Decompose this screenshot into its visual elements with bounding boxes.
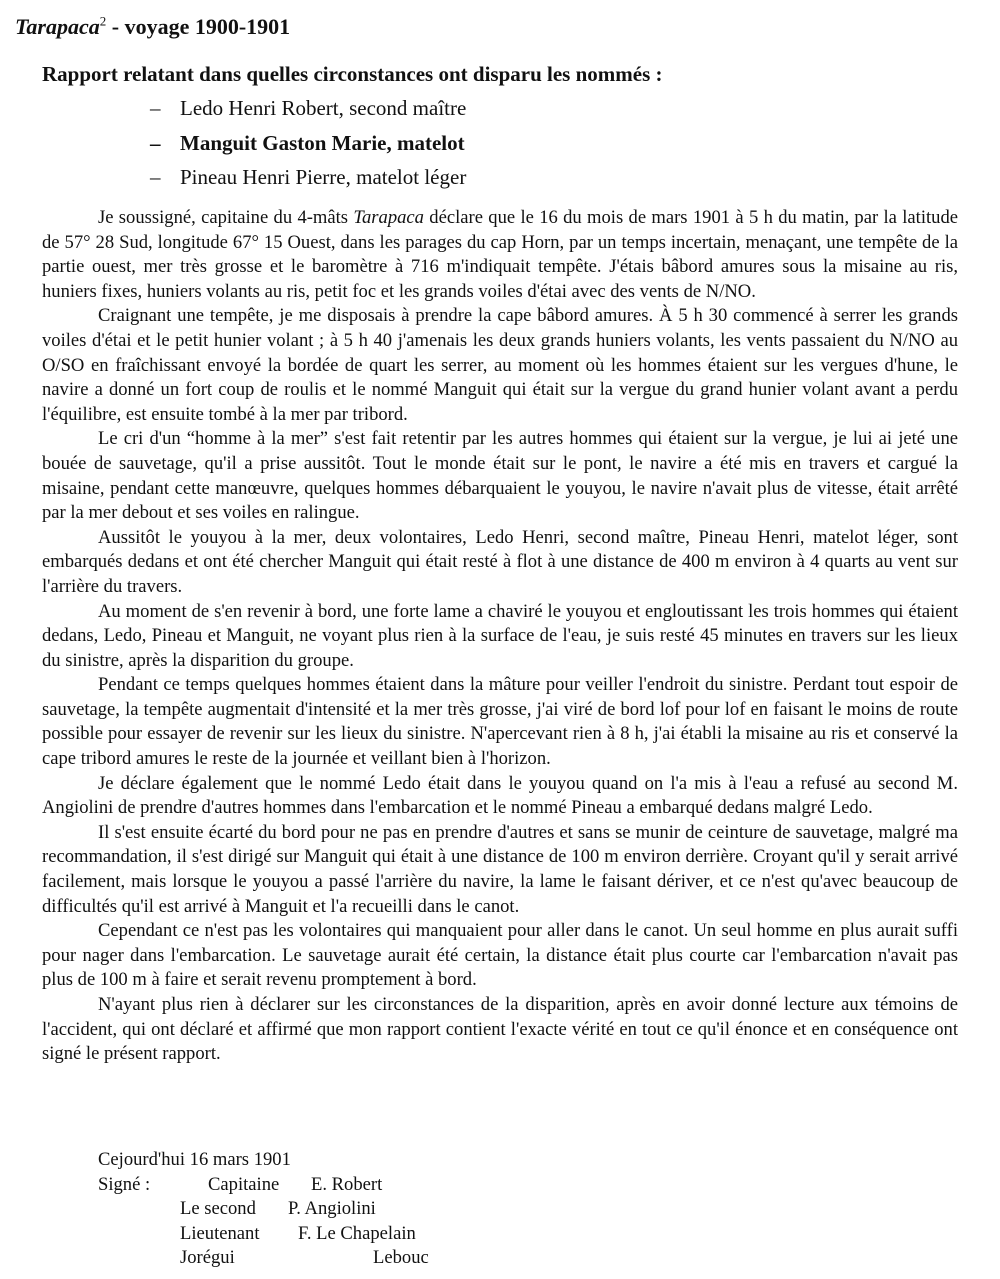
report-date: Cejourd'hui 16 mars 1901 [98,1149,291,1170]
signatory-role: Lieutenant [180,1222,260,1244]
title-voyage: - voyage 1900-1901 [106,14,291,39]
list-item [150,128,466,163]
paragraph-text: Je soussigné, capitaine du 4-mâts [98,207,354,228]
paragraph [42,206,958,304]
paragraph: Pendant ce temps quelques hommes étaient dans la mâture pour veiller l'endroit du sinistre. Perdant tout espoir de sauvetage, la tempête augmentait d'intensité et la mer très grosse, j'ai viré de bord lof pour lof en faisant le moins de route possible pour essayer de revenir sur les lieux du sinistre. N'apercevant rien à 8 h, j'ai établi la misaine au ris et conservé la cape tribord amures le reste de la journée et veillant bien à l'horizon. [42,674,958,770]
paragraph-text: déclare que le 16 du mois de mars 1901 à 5 h du matin, par la latitude de 57° 28 Sud, longitude 67° 15 Ouest, dans les parages du cap Horn, par un temps incertain, menaçant, une tempête de la partie ouest, mer très grosse et le baromètre à 716 m'indiquait tempête. J'étais bâbord amures sous la misaine au ris, huniers fixes, huniers volants au ris, petit foc et les grands voiles d'étai avec des vents de N/NO. [42,207,958,302]
signatory-name: E. Robert [311,1173,383,1195]
signatory-role: Le second [180,1198,256,1220]
signed-label: Signé : [98,1173,151,1195]
ship-name-inline: Tarapaca [353,207,424,228]
list-item [150,162,466,197]
paragraph: Cependant ce n'est pas les volontaires qui manquaient pour aller dans le canot. Un seul homme en plus aurait suffi pour nager dans l'embarcation. Le sauvetage aurait été certain, la distance était plus courte car l'embarcation n'avait pas plus de 100 m à faire et serait revenu promptement à bord. [42,920,958,991]
paragraph: Au moment de s'en revenir à bord, une forte lame a chaviré le youyou et engloutissant les trois hommes qui étaient dedans, Ledo, Pineau et Manguit, ne voyant plus rien à la surface de l'eau, je suis resté 45 minutes en travers sur les lieux du sinistre, après la disparition du groupe. [42,600,958,671]
paragraph: N'ayant plus rien à déclarer sur les circonstances de la disparition, après en avoir donné lecture aux témoins de l'accident, qui ont déclaré et affirmé que mon rapport contient l'exacte vérité en tout ce qu'il énonce et en conséquence ont signé le présent rapport. [42,994,958,1065]
missing-person: Ledo Henri Robert, second maître [180,96,467,120]
missing-person: Pineau Henri Pierre, matelot léger [180,165,467,189]
signatory-name: Lebouc [373,1247,429,1269]
signatory-role: Capitaine [208,1173,280,1195]
list-dash: – [150,96,161,120]
paragraph: Le cri d'un “homme à la mer” s'est fait retentir par les autres hommes qui étaient sur la vergue, je lui ai jeté une bouée de sauvetage, qu'il a prise aussitôt. Tout le monde était sur le pont, le navire a été mis en travers et cargué la misaine, pendant cette manœuvre, quelques hommes débarquaient le youyou, le navire n'avait plus de vitesse, était arrêté par la mer debout et ses voiles en ralingue. [42,428,958,524]
signatory-name: Jorégui [180,1247,235,1269]
paragraph: Je déclare également que le nommé Ledo était dans le youyou quand on l'a mis à l'eau a refusé au second M. Angiolini de prendre d'autres hommes dans l'embarcation et le nommé Pineau a embarqué dedans malgré Ledo. [42,772,958,819]
report-body [42,206,958,1067]
document-title [15,14,290,40]
signatory-name: P. Angiolini [288,1198,376,1220]
list-dash: – [150,130,161,155]
paragraph: Il s'est ensuite écarté du bord pour ne pas en prendre d'autres et sans se munir de ceinture de sauvetage, malgré ma recommandation, il s'est dirigé sur Manguit qui était à une distance de 100 m environ derrière. Croyant qu'il y serait arrivé facilement, mais lorsque le youyou a passé l'arrière du navire, la lame le faisant dériver, et ce n'est qu'avec beaucoup de difficultés qu'il est arrivé à Manguit et l'a recueilli dans le canot. [42,821,958,917]
ship-name: Tarapaca [15,14,100,39]
footnote-marker: 2 [99,13,107,29]
missing-persons-list [150,93,466,197]
paragraph: Aussitôt le youyou à la mer, deux volontaires, Ledo Henri, second maître, Pineau Henri, matelot léger, sont embarqués dedans et ont été chercher Manguit qui était resté à flot à une distance de 400 m environ à 4 quarts au vent sur l'arrière du travers. [42,526,958,597]
list-dash: – [150,165,161,189]
signatory-name: F. Le Chapelain [298,1222,416,1244]
report-heading: Rapport relatant dans quelles circonstances ont disparu les nommés : [42,62,663,86]
missing-person: Manguit Gaston Marie, matelot [180,130,465,155]
list-item [150,93,466,128]
paragraph: Craignant une tempête, je me disposais à prendre la cape bâbord amures. À 5 h 30 commencé à serrer les grands voiles d'étai et le petit hunier volant ; à 5 h 40 j'amenais les deux grands huniers volants, les vents passaient du N/NO au O/SO en fraîchissant envoyé la bordée de quart les serrer, au moment où les hommes étaient sur les vergues d'hune, le navire a donné un fort coup de roulis et le nommé Manguit qui était sur la vergue du grand hunier volant avant a perdu l'équilibre, est ensuite tombé à la mer par tribord. [42,305,958,425]
